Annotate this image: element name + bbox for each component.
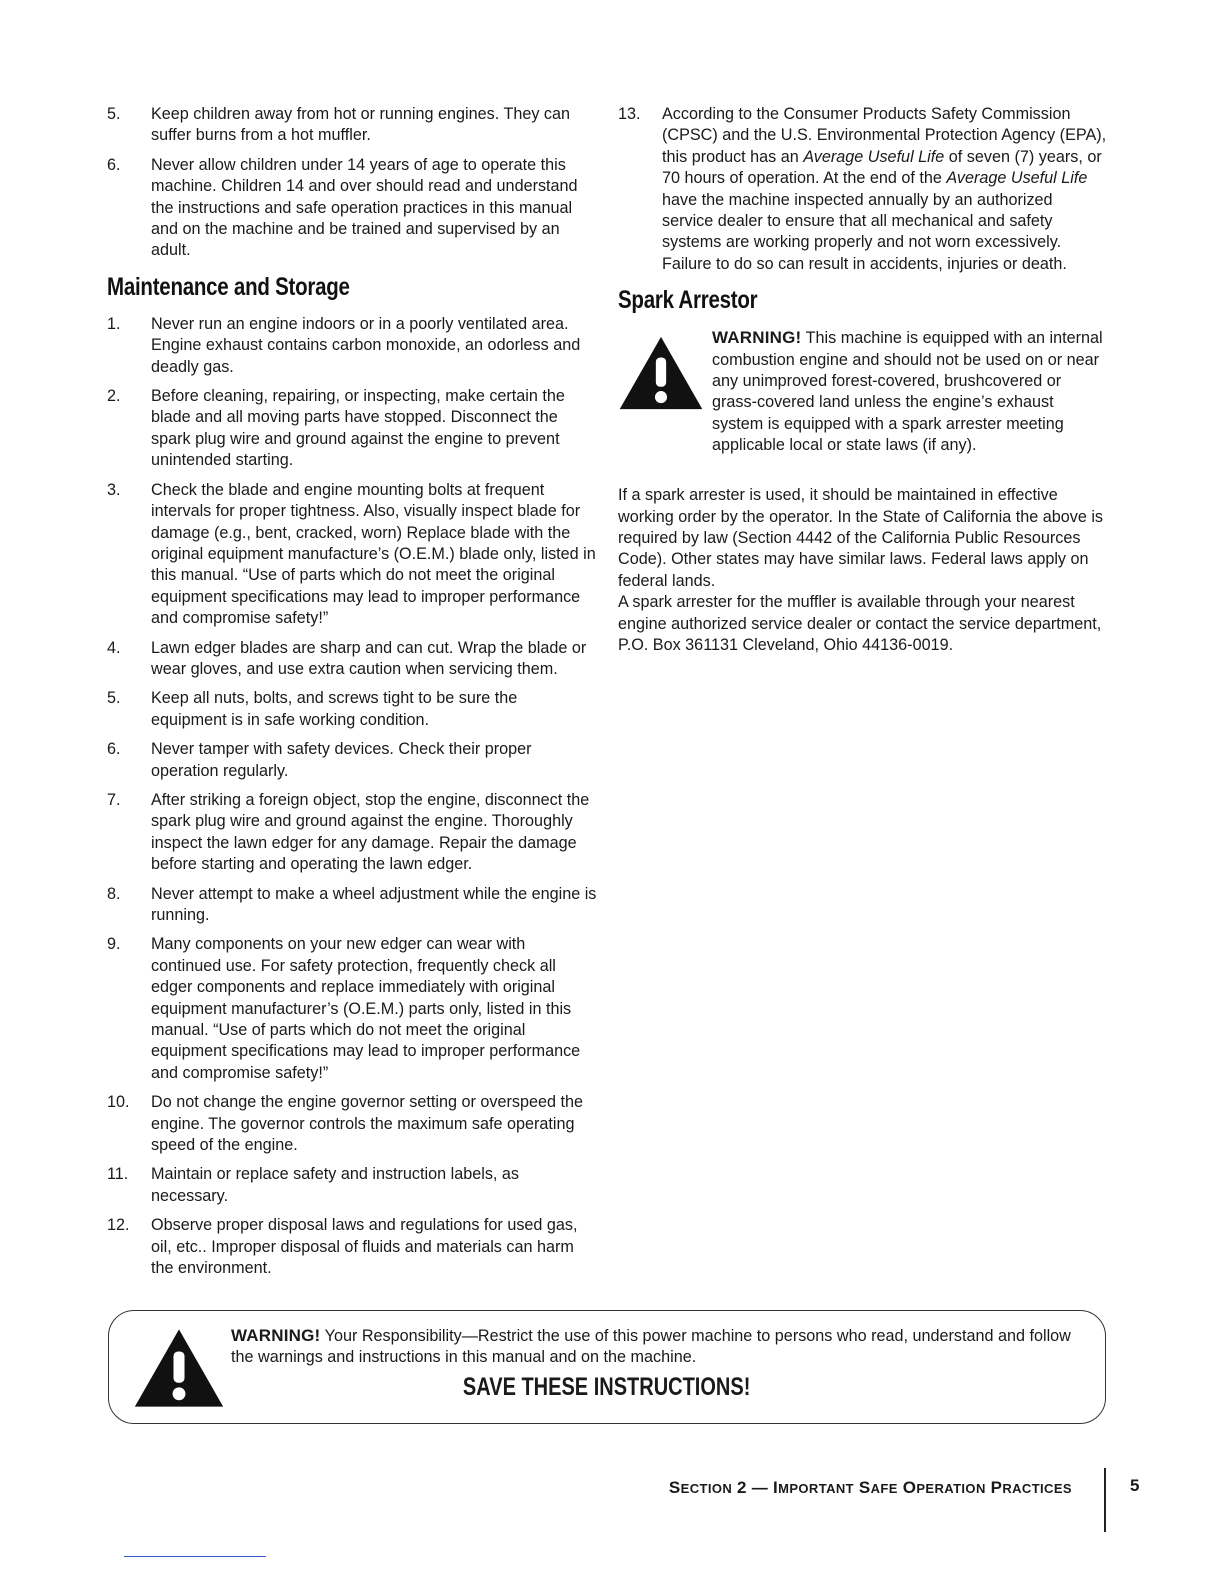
list-item — [107, 1164, 597, 1207]
list-item — [107, 739, 597, 782]
save-instructions-banner — [109, 1373, 1105, 1402]
warning-text: This machine is equipped with an internal combustion engine and should not be used on or near any unimproved forest-covered, brushcovered or grass-covered land unless the engine’s exhaust system is equipped with a spark arrester meeting applicable local or state laws (if any). — [712, 329, 1103, 455]
item-number: 6. — [107, 155, 121, 174]
list-item — [107, 1215, 597, 1279]
footer-cap: I — [773, 1478, 779, 1497]
link-underline — [124, 1556, 266, 1557]
page-number: 5 — [1130, 1476, 1140, 1495]
item-text: Keep children away from hot or running engines. They can suffer burns from a hot muffler. — [151, 105, 571, 145]
list-item — [107, 155, 597, 262]
list-item — [107, 314, 597, 378]
item-number: 13. — [618, 105, 641, 123]
item-text: Before cleaning, repairing, or inspecting, make certain the blade and all moving parts have stopped. Disconnect the spark plug wire and ground against the engine to prevent unintended starting. — [151, 387, 565, 470]
text-run: According to the Consumer Products Safety Commission (CPSC) and the U.S. Environmental Protection Agency (EPA), this product has an — [662, 105, 1107, 166]
list-item — [107, 104, 597, 147]
left-column — [107, 104, 597, 1288]
footer-cap: O — [902, 1478, 917, 1497]
footer-section-number: 2 — [737, 1478, 747, 1497]
footer-cap: S — [858, 1478, 871, 1497]
spark-paragraph-2: A spark arrester for the muffler is available through your nearest engine authorized service dealer or contact the service department, P.O. Box 361131 Cleveland, Ohio 44136-0019. — [618, 593, 1102, 655]
save-instructions-text: SAVE THESE INSTRUCTIONS! — [463, 1373, 751, 1401]
footer-smallcaps: AFE — [870, 1481, 898, 1496]
item-number: 11. — [107, 1165, 129, 1184]
item-text: After striking a foreign object, stop the engine, disconnect the spark plug wire and ground against the engine. Thoroughly inspect the lawn edger for any damage. Repair the damage before starting and operating the lawn edger. — [151, 790, 590, 874]
item-text — [662, 104, 1108, 275]
spark-warning — [618, 327, 1108, 477]
warning-triangle-icon — [618, 335, 704, 411]
item-text: Never run an engine indoors or in a poorly ventilated area. Engine exhaust contains carbon monoxide, an odorless and deadly gas. — [151, 314, 581, 376]
item-text: Never allow children under 14 years of age to operate this machine. Children 14 and over should read and understand the instructions and safe operation practices in this manual and on the machine and be trained and supervised by an adult. — [151, 155, 578, 260]
text-run: of seven (7) years, or 70 hours of operation. At the end of the — [662, 147, 1102, 188]
spark-arrestor-heading: Spark Arrestor — [618, 286, 758, 315]
footer-smallcaps: ECTION — [680, 1481, 733, 1496]
list-item — [107, 1092, 597, 1156]
item-text: Maintain or replace safety and instruction labels, as necessary. — [151, 1165, 520, 1205]
item-number: 9. — [107, 935, 121, 954]
warning-label: WARNING! — [712, 328, 802, 348]
spark-paragraph-1: If a spark arrester is used, it should be maintained in effective working order by the operator. In the State of California the above is required by law (Section 4442 of the California Public Resources Code). Other states may have similar laws. Federal laws apply on federal lands. — [618, 486, 1104, 590]
list-item — [107, 688, 597, 731]
item-number: 1. — [107, 314, 121, 333]
item-number: 5. — [107, 105, 121, 123]
item-text: Never tamper with safety devices. Check their proper operation regularly. — [151, 740, 532, 780]
list-item — [107, 638, 597, 681]
item-text: Never attempt to make a wheel adjustment while the engine is running. — [151, 884, 597, 924]
section-footer — [669, 1478, 1072, 1498]
footer-dash: — — [751, 1480, 769, 1497]
item-number: 3. — [107, 480, 121, 499]
list-item — [107, 790, 597, 876]
footer-smallcaps: MPORTANT — [778, 1481, 855, 1496]
item-text: Observe proper disposal laws and regulations for used gas, oil, etc.. Improper disposal of fluids and materials can harm the environment. — [151, 1216, 578, 1278]
responsibility-warning-box — [108, 1310, 1106, 1424]
responsibility-text — [231, 1325, 1071, 1369]
item-text: Many components on your new edger can wear with continued use. For safety protection, frequently check all edger components and replace immediately with original equipment manufacturer’s (O.E.M.) parts only, listed in this manual. “Use of parts which do not meet the original equipment specifications may lead to improper performance and compromise safety!” — [151, 935, 581, 1082]
item-number: 12. — [107, 1216, 130, 1235]
footer-divider — [1104, 1468, 1106, 1532]
item-number: 2. — [107, 387, 121, 406]
item-text: Lawn edger blades are sharp and can cut. Wrap the blade or wear gloves, and use extra caution when servicing them. — [151, 638, 587, 678]
text-run: have the machine inspected annually by an authorized service dealer to ensure that all mechanical and safety systems are working properly and not worn excessively. Failure to do so can result in accidents, injuries or death. — [662, 190, 1067, 273]
right-column — [618, 104, 1108, 657]
item-number: 8. — [107, 884, 121, 903]
list-item — [107, 884, 597, 927]
item-text: Check the blade and engine mounting bolts at frequent intervals for proper tightness. Also, visually inspect blade for damage (e.g., bent, cracked, worn) Replace blade with the original equipment manufacture’s (O.E.M.) blade only, listed in this manual. “Use of parts which do not meet the original equipment specifications may lead to improper performance and compromise safety!” — [151, 480, 596, 628]
maintenance-heading: Maintenance and Storage — [107, 272, 350, 301]
item-text: Keep all nuts, bolts, and screws tight to be sure the equipment is in safe working condition. — [151, 689, 518, 729]
italic-term: Average Useful Life — [946, 169, 1088, 188]
warning-label: WARNING! — [231, 1326, 321, 1345]
warning-text: Your Responsibility—Restrict the use of this power machine to persons who read, understand and follow the warnings and instructions in this manual and on the machine. — [231, 1327, 1071, 1367]
item-number: 4. — [107, 638, 121, 657]
list-item — [618, 104, 1108, 275]
item-number: 5. — [107, 689, 121, 708]
footer-smallcaps: RACTICES — [1002, 1481, 1072, 1496]
list-item — [107, 934, 597, 1084]
footer-cap: S — [668, 1478, 681, 1497]
footer-smallcaps: PERATION — [916, 1481, 986, 1496]
item-text: Do not change the engine governor setting or overspeed the engine. The governor controls the maximum safe operating speed of the engine. — [151, 1093, 583, 1155]
list-item — [107, 480, 597, 630]
footer-cap: P — [990, 1478, 1003, 1497]
item-number: 6. — [107, 740, 121, 759]
list-item — [107, 386, 597, 472]
italic-term: Average Useful Life — [803, 147, 945, 166]
item-number: 10. — [107, 1093, 130, 1112]
item-number: 7. — [107, 790, 121, 809]
